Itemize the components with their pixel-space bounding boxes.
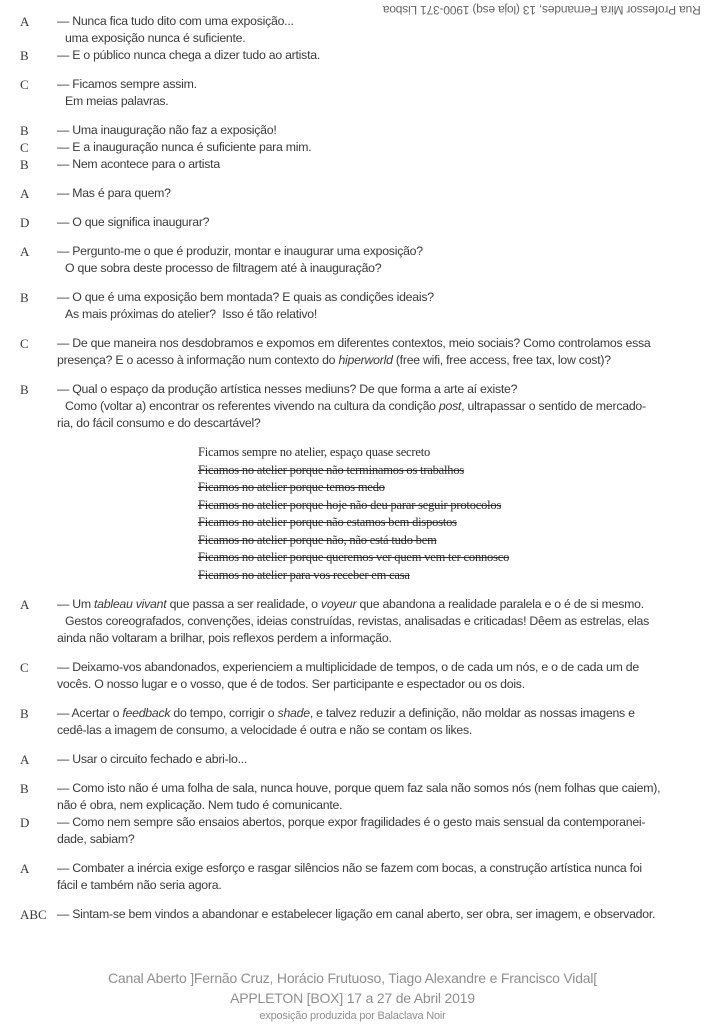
atelier-poem-block [198, 444, 705, 584]
stanza-lines [57, 13, 705, 47]
atelier-line-struck: Ficamos no atelier porque não estamos bem dispostos [198, 515, 457, 529]
stanza-lines [57, 243, 705, 277]
footer-exhibition-title: Canal Aberto ]Fernão Cruz, Horácio Frutuoso, Tiago Alexandre e Francisco Vidal[ [108, 970, 597, 986]
dialogue-stanza [0, 705, 705, 739]
dialogue-line: — Usar o circuito fechado e abri-lo... [57, 752, 248, 766]
footer-colophon [0, 968, 705, 1024]
speaker-label: A [20, 861, 30, 876]
speaker-label: C [20, 336, 29, 351]
stanza-lines [57, 860, 705, 894]
dialogue-line: presença? E o acesso à informação num contexto do hiperworld (free wifi, free access, free tax, low cost)? [57, 353, 611, 367]
speaker-label: B [20, 48, 29, 63]
dialogue-stanza [0, 122, 705, 139]
dialogue-line: vocês. O nosso lugar e o vosso, que é de todos. Ser participante e espectador ou os dois. [57, 677, 525, 691]
dialogue-line: — E o público nunca chega a dizer tudo ao artista. [57, 48, 320, 62]
dialogue-line: — De que maneira nos desdobramos e expomos em diferentes contextos, meio sociais? Como controlamos essa [57, 336, 651, 350]
dialogue-stanza [0, 13, 705, 47]
speaker-label: A [20, 597, 30, 612]
footer-venue-dates: APPLETON [BOX] 17 a 27 de Abril 2019 [230, 990, 475, 1006]
dialogue-line: — Deixamo-vos abandonados, experienciem a multiplicidade de tempos, o de cada um nós, e o de cada um de [57, 660, 639, 674]
dialogue-line: Como (voltar a) encontrar os referentes vivendo na cultura da condição post, ultrapassar o sentido de mercado- [65, 399, 646, 413]
dialogue-stanza [0, 76, 705, 110]
stanza-lines [57, 122, 705, 139]
atelier-line: Ficamos sempre no atelier, espaço quase secreto [198, 445, 431, 459]
dialogue-stanza [0, 214, 705, 231]
dialogue-stanza [0, 814, 705, 848]
dialogue-line: fácil e também não seria agora. [57, 878, 222, 892]
atelier-line-struck: Ficamos no atelier porque não terminamos os trabalhos [198, 462, 465, 477]
speaker-label: B [20, 290, 29, 305]
dialogue-line: — Combater a inércia exige esforço e rasgar silêncios não se fazem com bocas, a construção artística nunca foi [57, 861, 642, 875]
dialogue-line: O que sobra deste processo de filtragem até à inauguração? [65, 261, 382, 275]
dialogue-stanza [0, 596, 705, 647]
dialogue-line: — O que significa inaugurar? [57, 215, 210, 229]
dialogue-stanza [0, 381, 705, 432]
speaker-label: D [20, 215, 30, 230]
stanza-lines [57, 47, 705, 64]
stanza-lines [57, 335, 705, 369]
dialogue-stanza [0, 860, 705, 894]
atelier-line-struck: Ficamos no atelier porque não, não está tudo bem [198, 532, 437, 547]
dialogue-line: — Mas é para quem? [57, 186, 171, 200]
dialogue-line: ainda não voltaram a brilhar, pois reflexos perdem a informação. [57, 631, 392, 645]
speaker-label: C [20, 140, 29, 155]
stanza-lines [57, 381, 705, 432]
stanza-lines [57, 289, 705, 323]
stanza-lines [57, 596, 705, 647]
dialogue-stanza [0, 156, 705, 173]
dialogue-line: — E a inauguração nunca é suficiente para mim. [57, 140, 312, 154]
dialogue-line: — O que é uma exposição bem montada? E quais as condições ideais? [57, 290, 434, 304]
dialogue-stanza [0, 289, 705, 323]
dialogue-line: — Qual o espaço da produção artística nesses mediuns? De que forma a arte aí existe? [57, 382, 518, 396]
dialogue-line: ria, do fácil consumo e do descartável? [57, 416, 261, 430]
speaker-label: B [20, 123, 29, 138]
dialogue-line: — Como isto não é uma folha de sala, nunca houve, porque quem faz sala não somos nós (nem folhas que caiem), [57, 781, 661, 795]
stanza-lines [57, 185, 705, 202]
dialogue-line: Gestos coreografados, convenções, ideias construídas, revistas, analisadas e criticadas! Dêem as estrelas, elas [65, 614, 649, 628]
dialogue-line: — Um tableau vivant que passa a ser realidade, o voyeur que abandona a realidade paralela e o é de si mesmo. [57, 597, 644, 611]
speaker-label: ABC [20, 907, 47, 922]
stanza-lines [57, 751, 705, 768]
stanza-lines [57, 906, 705, 923]
dialogue-line: Em meias palavras. [65, 94, 169, 108]
dialogue-line: — Uma inauguração não faz a exposição! [57, 123, 277, 137]
dialogue-stanza [0, 659, 705, 693]
dialogue-line: — Sintam-se bem vindos a abandonar e estabelecer ligação em canal aberto, ser obra, ser imagem, e observador. [57, 907, 656, 921]
dialogue-line: cedê-las a imagem de consumo, a velocidade é outra e não se contam os likes. [57, 723, 473, 737]
speaker-label: A [20, 186, 30, 201]
speaker-label: B [20, 157, 29, 172]
speaker-label: C [20, 77, 29, 92]
atelier-line-struck: Ficamos no atelier porque temos medo [198, 480, 385, 494]
dialogue-line: — Nem acontece para o artista [57, 157, 220, 171]
footer-producer: exposição produzida por Balaclava Noir [259, 1010, 446, 1022]
speaker-label: C [20, 660, 29, 675]
speaker-label: A [20, 14, 30, 29]
dialogue-line: — Pergunto-me o que é produzir, montar e inaugurar uma exposição? [57, 244, 423, 258]
speaker-label: B [20, 382, 29, 397]
stanza-lines [57, 156, 705, 173]
speaker-label: D [20, 815, 30, 830]
dialogue-line: — Como nem sempre são ensaios abertos, porque expor fragilidades é o gesto mais sensual da contemporanei- [57, 815, 646, 829]
dialogue-stanza [0, 243, 705, 277]
dialogue-stanza [0, 780, 705, 814]
speaker-label: B [20, 781, 29, 796]
stanza-lines [57, 139, 705, 156]
dialogue-stanza [0, 751, 705, 768]
dialogue-line: — Ficamos sempre assim. [57, 77, 197, 91]
speaker-label: A [20, 244, 30, 259]
dialogue-line: uma exposição nunca é suficiente. [65, 31, 246, 45]
stanza-lines [57, 814, 705, 848]
stanza-lines [57, 705, 705, 739]
stanza-lines [57, 76, 705, 110]
dialogue-line: não é obra, nem explicação. Nem tudo é comunicante. [57, 798, 343, 812]
stanza-lines [57, 214, 705, 231]
dialogue-content [0, 13, 705, 923]
atelier-line-struck: Ficamos no atelier para vos receber em casa [198, 567, 410, 582]
stanza-lines [57, 780, 705, 814]
dialogue-line: — Nunca fica tudo dito com uma exposição... [57, 14, 294, 28]
dialogue-stanza [0, 335, 705, 369]
stanza-lines [57, 659, 705, 693]
dialogue-stanza [0, 47, 705, 64]
dialogue-line: — Acertar o feedback do tempo, corrigir o shade, e talvez reduzir a definição, não moldar as nossas imagens e [57, 706, 635, 720]
speaker-label: B [20, 706, 29, 721]
atelier-line-struck: Ficamos no atelier porque queremos ver quem vem ter connosco [198, 550, 510, 564]
speaker-label: A [20, 752, 30, 767]
dialogue-stanza [0, 906, 705, 923]
venue-address-rotated: Rua Professor Mira Fernandes, 13 (loja esq) 1900-371 Lisboa [383, 3, 701, 17]
atelier-line-struck: Ficamos no atelier porque hoje não deu parar seguir protocolos [198, 497, 502, 512]
dialogue-stanza [0, 185, 705, 202]
dialogue-line: As mais próximas do atelier? Isso é tão relativo! [65, 307, 317, 321]
dialogue-stanza [0, 139, 705, 156]
dialogue-line: dade, sabiam? [57, 832, 135, 846]
